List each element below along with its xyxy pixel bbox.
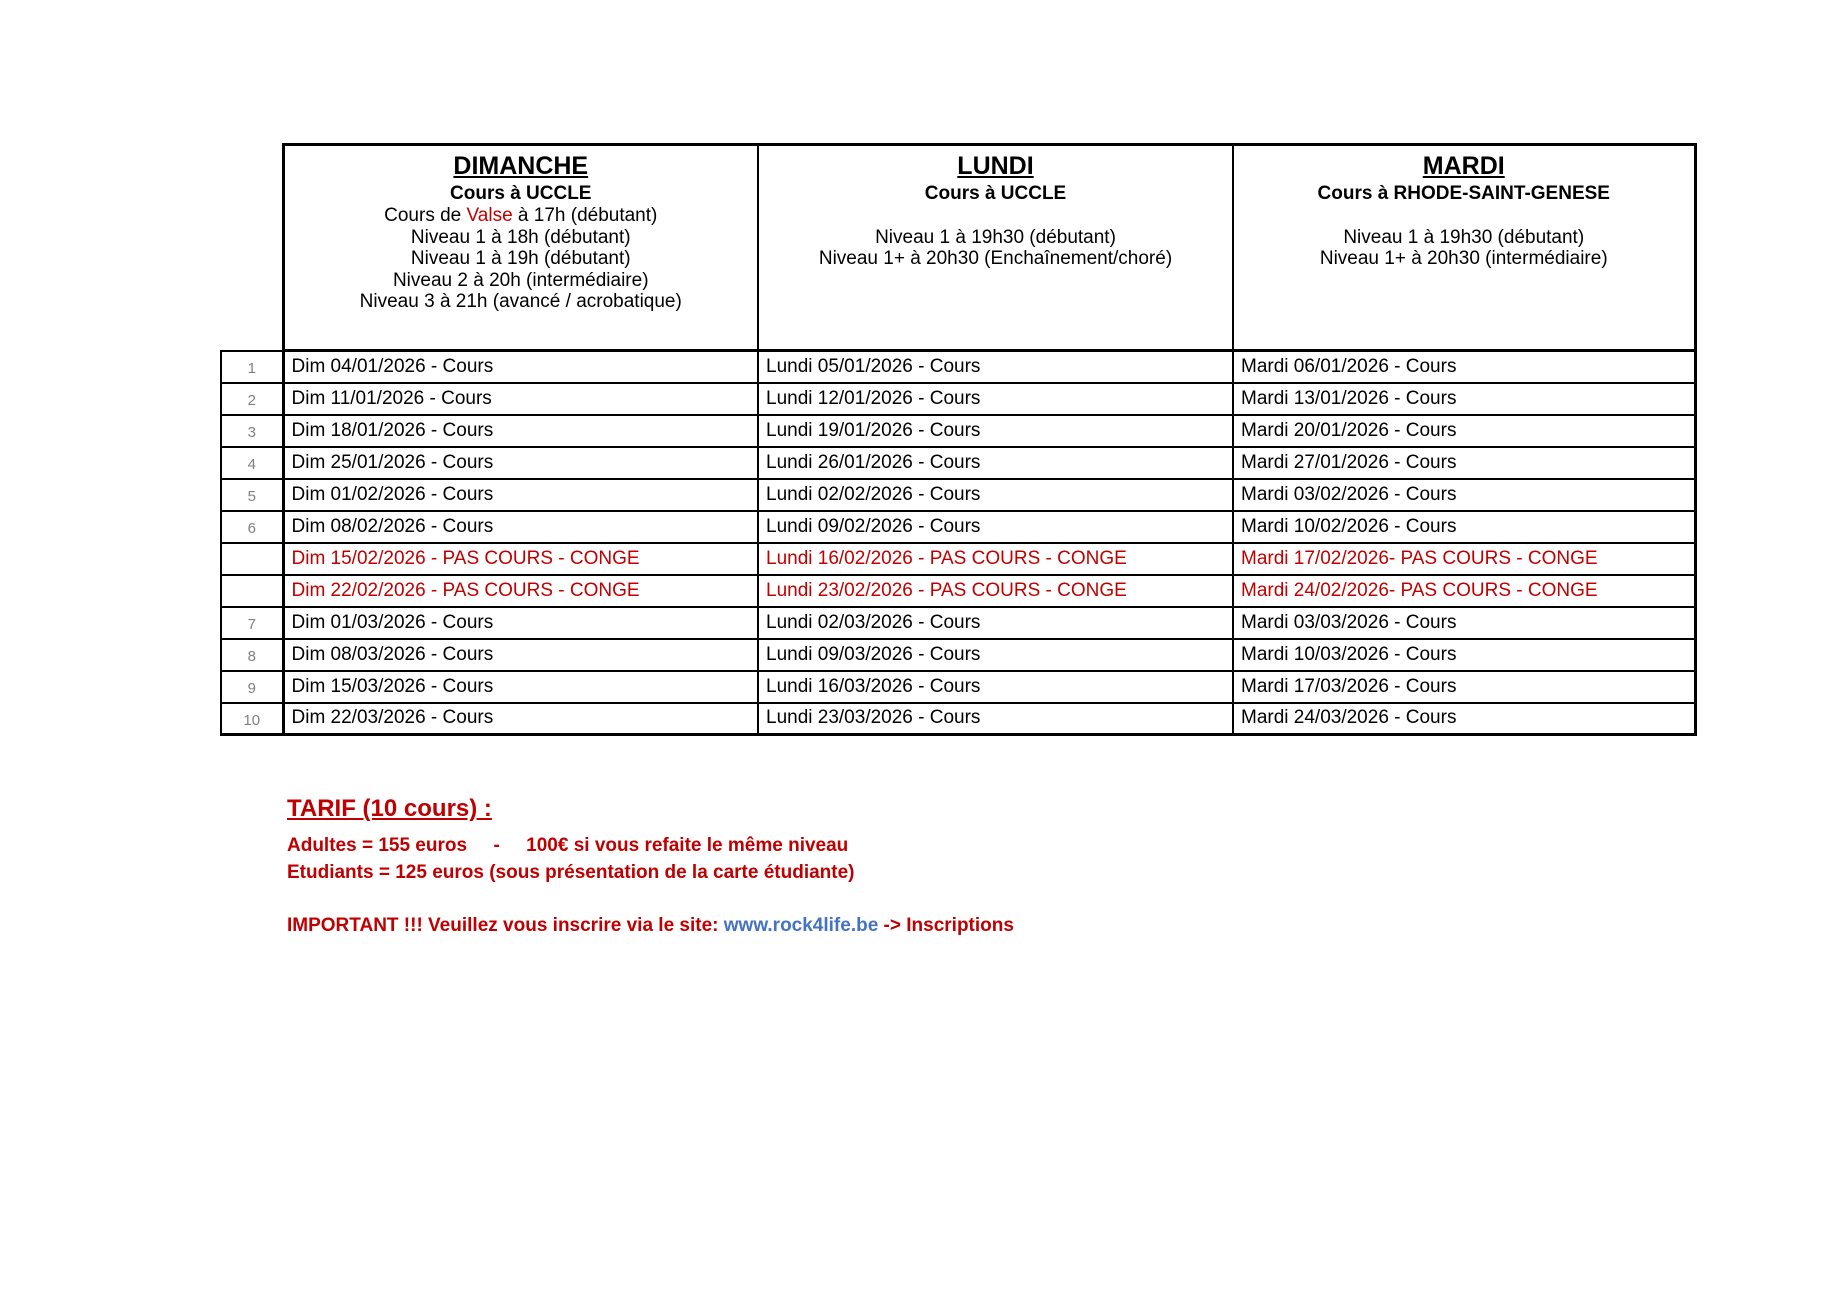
spacer — [1234, 205, 1694, 227]
course-line: Niveau 1 à 19h30 (débutant) — [875, 226, 1116, 248]
cell-mardi: Mardi 06/01/2026 - Cours — [1233, 351, 1695, 383]
row-number — [221, 575, 283, 607]
cell-mardi: Mardi 24/02/2026- PAS COURS - CONGE — [1233, 575, 1695, 607]
important-prefix: IMPORTANT !!! Veuillez vous inscrire via le site: — [287, 915, 724, 936]
table-row — [221, 703, 1695, 735]
row-number: 4 — [221, 447, 283, 479]
cell-dimanche: Dim 22/03/2026 - Cours — [283, 703, 758, 735]
row-number: 10 — [221, 703, 283, 735]
tarif-adultes: Adultes = 155 euros - 100€ si vous refaite le même niveau — [287, 835, 849, 856]
cell-lundi: Lundi 23/03/2026 - Cours — [758, 703, 1233, 735]
important-suffix: -> Inscriptions — [878, 915, 1014, 936]
cell-mardi: Mardi 27/01/2026 - Cours — [1233, 447, 1695, 479]
cell-dimanche: Dim 08/03/2026 - Cours — [283, 639, 758, 671]
table-row — [221, 671, 1695, 703]
day-title-lundi: LUNDI — [957, 152, 1034, 180]
row-number: 5 — [221, 479, 283, 511]
cell-dimanche: Dim 15/02/2026 - PAS COURS - CONGE — [283, 543, 758, 575]
cell-mardi: Mardi 10/03/2026 - Cours — [1233, 639, 1695, 671]
spacer — [759, 205, 1232, 227]
cell-lundi: Lundi 05/01/2026 - Cours — [758, 351, 1233, 383]
cell-dimanche: Dim 25/01/2026 - Cours — [283, 447, 758, 479]
corner-cell — [221, 145, 283, 351]
table-row — [221, 479, 1695, 511]
table-row — [221, 415, 1695, 447]
cell-dimanche: Dim 08/02/2026 - Cours — [283, 511, 758, 543]
location-mardi: Cours à RHODE-SAINT-GENESE — [1317, 183, 1610, 204]
cell-mardi: Mardi 13/01/2026 - Cours — [1233, 383, 1695, 415]
row-number — [221, 543, 283, 575]
course-line: Niveau 1 à 19h (débutant) — [410, 248, 631, 269]
course-line: Niveau 1+ à 20h30 (intermédiaire) — [1319, 248, 1608, 269]
table-row-holiday — [221, 575, 1695, 607]
cell-mardi: Mardi 20/01/2026 - Cours — [1233, 415, 1695, 447]
column-header-mardi — [1233, 145, 1695, 351]
cell-dimanche: Dim 18/01/2026 - Cours — [283, 415, 758, 447]
table-row — [221, 447, 1695, 479]
table-row-holiday — [221, 543, 1695, 575]
column-header-dimanche — [283, 145, 758, 351]
row-number: 2 — [221, 383, 283, 415]
course-line: Niveau 1+ à 20h30 (Enchaînement/choré) — [818, 248, 1173, 269]
cell-lundi: Lundi 02/02/2026 - Cours — [758, 479, 1233, 511]
location-lundi: Cours à UCCLE — [924, 183, 1067, 204]
cell-dimanche: Dim 22/02/2026 - PAS COURS - CONGE — [283, 575, 758, 607]
day-title-mardi: MARDI — [1422, 152, 1505, 180]
cell-mardi: Mardi 10/02/2026 - Cours — [1233, 511, 1695, 543]
header-row — [221, 145, 1695, 351]
cell-mardi: Mardi 03/02/2026 - Cours — [1233, 479, 1695, 511]
location-dimanche: Cours à UCCLE — [450, 183, 592, 204]
cell-mardi: Mardi 17/02/2026- PAS COURS - CONGE — [1233, 543, 1695, 575]
cell-dimanche: Dim 11/01/2026 - Cours — [283, 383, 758, 415]
schedule-table — [220, 143, 1697, 736]
cell-lundi: Lundi 19/01/2026 - Cours — [758, 415, 1233, 447]
cell-dimanche: Dim 01/03/2026 - Cours — [283, 607, 758, 639]
cell-lundi: Lundi 09/03/2026 - Cours — [758, 639, 1233, 671]
rock4life-link[interactable]: www.rock4life.be — [723, 915, 879, 936]
table-row — [221, 511, 1695, 543]
row-number: 7 — [221, 607, 283, 639]
course-line-valse: Cours de Valse à 17h (débutant) — [384, 205, 658, 226]
cell-lundi: Lundi 16/02/2026 - PAS COURS - CONGE — [758, 543, 1233, 575]
cell-dimanche: Dim 01/02/2026 - Cours — [283, 479, 758, 511]
cell-mardi: Mardi 17/03/2026 - Cours — [1233, 671, 1695, 703]
course-line: Niveau 1 à 18h (débutant) — [410, 226, 631, 248]
row-number: 8 — [221, 639, 283, 671]
cell-lundi: Lundi 02/03/2026 - Cours — [758, 607, 1233, 639]
table-row — [221, 607, 1695, 639]
row-number: 1 — [221, 351, 283, 383]
day-title-dimanche: DIMANCHE — [453, 152, 589, 180]
tarif-title: TARIF (10 cours) : — [287, 795, 492, 822]
cell-dimanche: Dim 15/03/2026 - Cours — [283, 671, 758, 703]
valse-highlight: Valse — [466, 205, 513, 226]
cell-lundi: Lundi 23/02/2026 - PAS COURS - CONGE — [758, 575, 1233, 607]
cell-lundi: Lundi 26/01/2026 - Cours — [758, 447, 1233, 479]
cell-lundi: Lundi 16/03/2026 - Cours — [758, 671, 1233, 703]
row-number: 3 — [221, 415, 283, 447]
course-line: Niveau 1 à 19h30 (débutant) — [1343, 226, 1585, 248]
notes-section — [287, 795, 1014, 937]
important-note — [287, 915, 1014, 937]
column-header-lundi — [758, 145, 1233, 351]
cell-mardi: Mardi 24/03/2026 - Cours — [1233, 703, 1695, 735]
cell-mardi: Mardi 03/03/2026 - Cours — [1233, 607, 1695, 639]
tarif-etudiants: Etudiants = 125 euros (sous présentation de la carte étudiante) — [287, 862, 855, 883]
row-number: 6 — [221, 511, 283, 543]
cell-lundi: Lundi 12/01/2026 - Cours — [758, 383, 1233, 415]
course-line: Niveau 3 à 21h (avancé / acrobatique) — [359, 291, 682, 312]
table-row — [221, 383, 1695, 415]
cell-lundi: Lundi 09/02/2026 - Cours — [758, 511, 1233, 543]
row-number: 9 — [221, 671, 283, 703]
cell-dimanche: Dim 04/01/2026 - Cours — [283, 351, 758, 383]
course-line: Niveau 2 à 20h (intermédiaire) — [392, 269, 649, 291]
table-row — [221, 351, 1695, 383]
table-row — [221, 639, 1695, 671]
